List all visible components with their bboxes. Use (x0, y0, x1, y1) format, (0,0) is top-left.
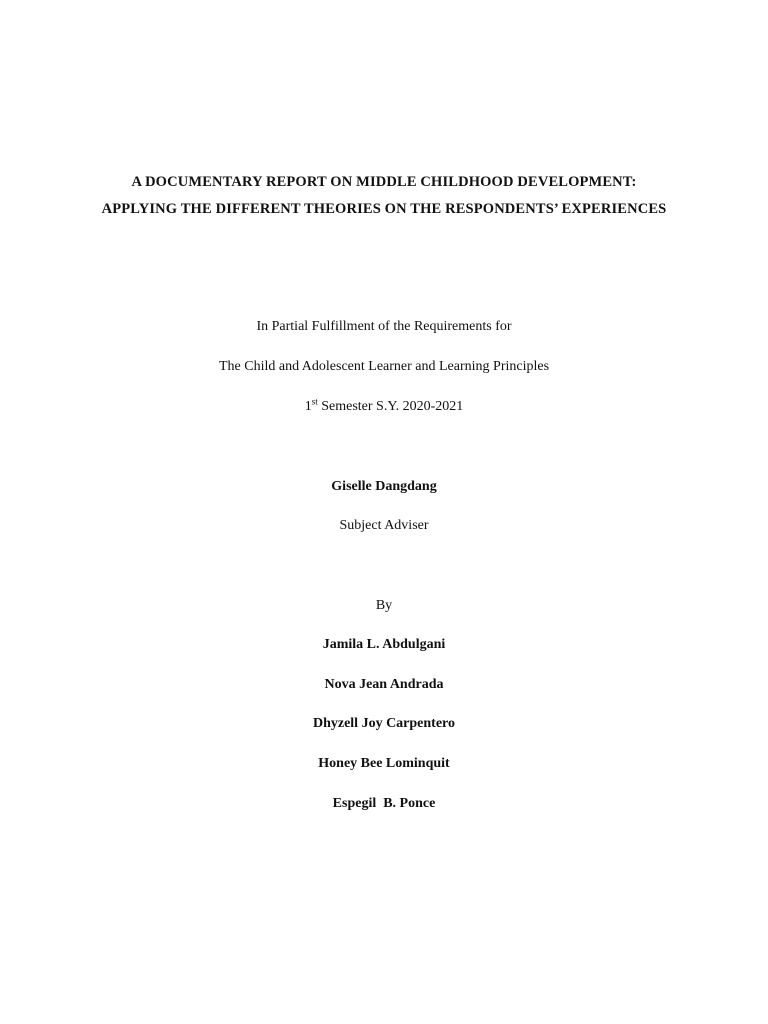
title-line-1: A DOCUMENTARY REPORT ON MIDDLE CHILDHOOD DEVELOPMENT: (131, 174, 637, 190)
title-line-2: APPLYING THE DIFFERENT THEORIES ON THE RESPONDENTS’ EXPERIENCES (101, 201, 667, 217)
semester-number: 1 (304, 399, 312, 414)
semester-school-year: Semester S.Y. 2020-2021 (317, 399, 464, 414)
semester-line (0, 398, 768, 416)
author-name: Nova Jean Andrada (324, 677, 444, 692)
author-name: Espegil B. Ponce (332, 796, 436, 811)
author-name: Jamila L. Abdulgani (322, 637, 446, 652)
adviser-role: Subject Adviser (339, 518, 429, 533)
author-name: Dhyzell Joy Carpentero (312, 716, 456, 731)
fulfillment-statement: In Partial Fulfillment of the Requirements for (256, 319, 512, 334)
course-title: The Child and Adolescent Learner and Learning Principles (218, 359, 550, 374)
semester-ordinal-suffix: st (311, 396, 318, 407)
adviser-name: Giselle Dangdang (331, 479, 437, 494)
author-name: Honey Bee Lominquit (318, 756, 450, 771)
by-label: By (375, 598, 393, 613)
